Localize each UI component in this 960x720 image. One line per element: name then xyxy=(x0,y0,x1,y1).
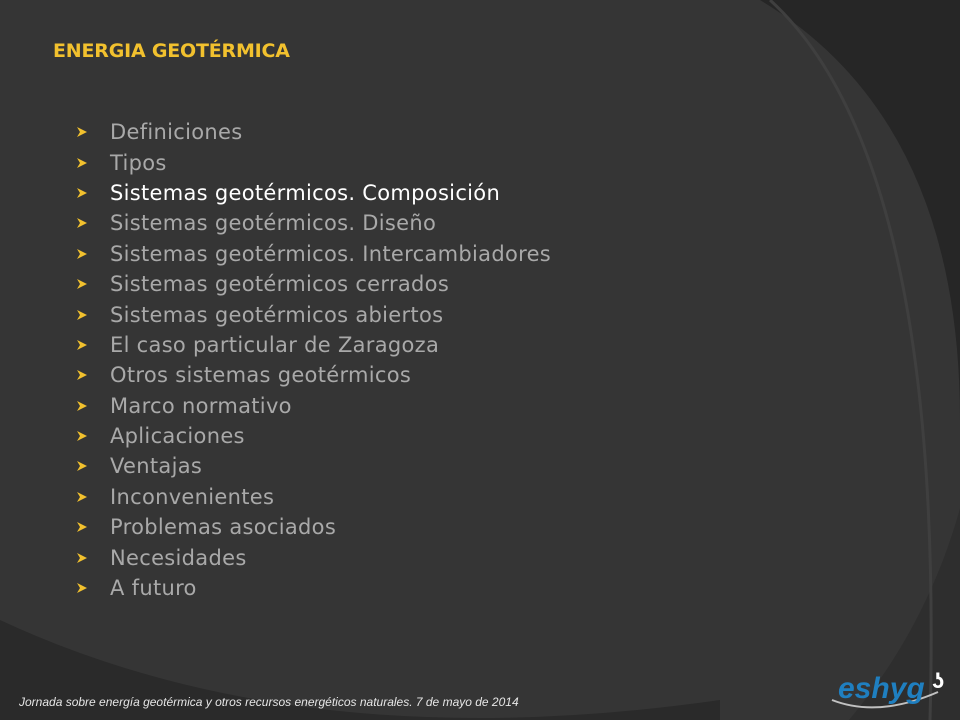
topic-item-label: Problemas asociados xyxy=(110,515,337,540)
logo-text: eshyg xyxy=(838,672,925,705)
topic-item xyxy=(76,512,551,542)
topic-item-label: Sistemas geotérmicos. Intercambiadores xyxy=(110,241,552,266)
topic-item-label: Necesidades xyxy=(110,545,247,570)
arrowhead-bullet-icon xyxy=(76,187,110,199)
arrowhead-bullet-icon xyxy=(76,491,110,503)
topic-item xyxy=(76,208,551,238)
arrowhead-bullet-icon xyxy=(76,430,110,442)
footer-text: Jornada sobre energía geotérmica y otros recursos energéticos naturales. 7 de mayo de 2014 xyxy=(19,695,519,709)
eshyg-logo xyxy=(828,660,954,716)
topic-item-label: Sistemas geotérmicos. Diseño xyxy=(110,211,437,236)
topic-item-label: Tipos xyxy=(110,150,167,175)
topic-item-label: Sistemas geotérmicos cerrados xyxy=(110,272,450,297)
arrowhead-bullet-icon xyxy=(76,339,110,351)
topic-item xyxy=(76,482,551,512)
topic-item xyxy=(76,147,551,177)
topic-item-label: A futuro xyxy=(110,576,197,601)
arrowhead-bullet-icon xyxy=(76,582,110,594)
topic-item xyxy=(76,330,551,360)
topic-item-label: Ventajas xyxy=(110,454,203,479)
topic-item-label: Otros sistemas geotérmicos xyxy=(110,363,412,388)
topic-item xyxy=(76,542,551,572)
arrowhead-bullet-icon xyxy=(76,278,110,290)
topic-item-label: Sistemas geotérmicos abiertos xyxy=(110,302,444,327)
topic-item-label: El caso particular de Zaragoza xyxy=(110,332,440,357)
topic-item-label: Definiciones xyxy=(110,120,243,145)
topic-list xyxy=(76,117,551,603)
arrowhead-bullet-icon xyxy=(76,369,110,381)
topic-item xyxy=(76,391,551,421)
arrowhead-bullet-icon xyxy=(76,217,110,229)
arrowhead-bullet-icon xyxy=(76,126,110,138)
slide-title: ENERGIA GEOTÉRMICA xyxy=(53,40,290,62)
logo-mark-icon: ʖ xyxy=(932,668,945,693)
arrowhead-bullet-icon xyxy=(76,309,110,321)
topic-item xyxy=(76,573,551,603)
topic-item xyxy=(76,269,551,299)
arrowhead-bullet-icon xyxy=(76,552,110,564)
topic-item xyxy=(76,360,551,390)
arrowhead-bullet-icon xyxy=(76,460,110,472)
topic-item xyxy=(76,421,551,451)
topic-item xyxy=(76,299,551,329)
topic-item xyxy=(76,117,551,147)
arrowhead-bullet-icon xyxy=(76,400,110,412)
topic-item-label: Inconvenientes xyxy=(110,484,275,509)
topic-item-label: Aplicaciones xyxy=(110,424,245,449)
arrowhead-bullet-icon xyxy=(76,248,110,260)
arrowhead-bullet-icon xyxy=(76,157,110,169)
topic-item-label: Marco normativo xyxy=(110,393,292,418)
topic-item-label: Sistemas geotérmicos. Composición xyxy=(110,180,501,205)
topic-item xyxy=(76,451,551,481)
topic-item xyxy=(76,178,551,208)
arrowhead-bullet-icon xyxy=(76,521,110,533)
topic-item xyxy=(76,239,551,269)
